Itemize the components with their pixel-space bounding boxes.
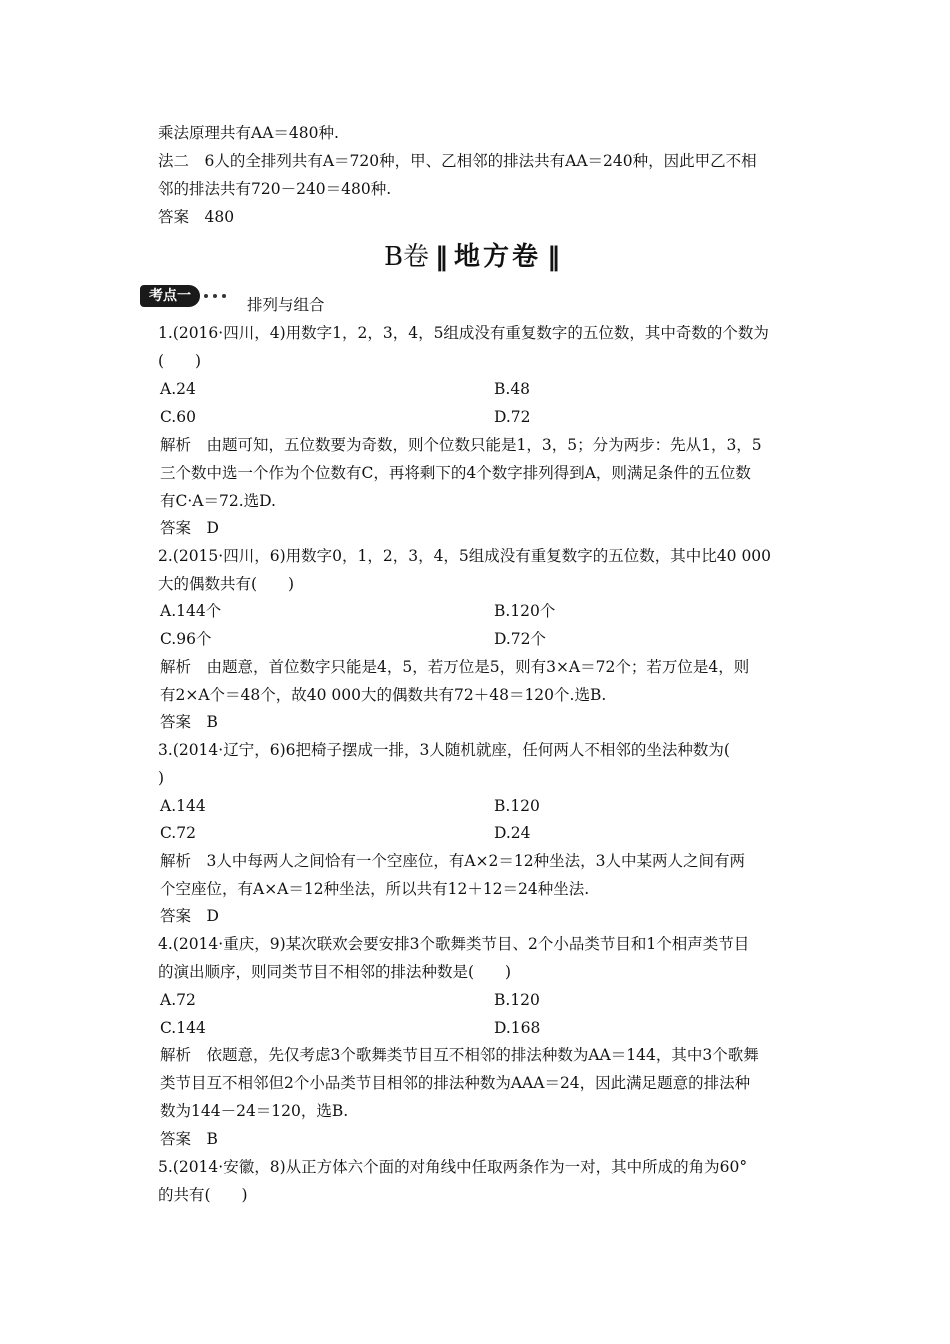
q3-stem-1: 3.(2014·辽宁，6)6把椅子摆成一排，3人随机就座，任何两人不相邻的坐法种数为( — [158, 741, 730, 759]
topic-badge: 考点一 — [140, 285, 200, 307]
q1-stem-1: 1.(2016·四川，4)用数字1，2，3，4，5组成没有重复数字的五位数，其中奇数的个数为 — [158, 324, 769, 342]
q2-stem-1: 2.(2015·四川，6)用数字0，1，2，3，4，5组成没有重复数字的五位数，其中比40 000 — [158, 547, 772, 565]
q4-solution-3: 数为144－24＝120，选B. — [160, 1102, 349, 1120]
q4-solution-2: 类节目互不相邻但2个小品类节目相邻的排法种数为AAA＝24，因此满足题意的排法种 — [160, 1074, 751, 1092]
q2-answer: 答案 B — [160, 713, 218, 731]
q3-solution-1: 解析 3人中每两人之间恰有一个空座位，有A×2＝12种坐法，3人中某两人之间有两 — [160, 852, 745, 870]
q2-option-b: B.120个 — [494, 602, 556, 620]
q2-option-a: A.144个 — [160, 602, 222, 620]
q1-stem-2: ( ) — [158, 352, 202, 370]
q5-stem-2: 的共有( ) — [158, 1186, 248, 1204]
q1-solution-2: 三个数中选一个作为个位数有C，再将剩下的4个数字排列得到A，则满足条件的五位数 — [160, 464, 751, 482]
section-prefix: B卷 — [383, 242, 430, 272]
q2-option-d: D.72个 — [494, 630, 547, 648]
topic-title: 排列与组合 — [247, 296, 325, 314]
section-bar-right: ‖ — [547, 242, 561, 272]
q1-solution-1: 解析 由题可知，五位数要为奇数，则个位数只能是1，3，5；分为两步：先从1，3，5 — [160, 436, 762, 454]
q2-solution-1: 解析 由题意，首位数字只能是4，5，若万位是5，则有3×A＝72个；若万位是4，则 — [160, 658, 750, 676]
q2-option-c: C.96个 — [160, 630, 212, 648]
q3-option-c: C.72 — [160, 824, 196, 842]
intro-answer: 答案 480 — [158, 208, 235, 226]
q4-option-a: A.72 — [160, 991, 196, 1009]
q4-option-b: B.120 — [494, 991, 540, 1009]
q3-option-a: A.144 — [160, 797, 206, 815]
q1-option-c: C.60 — [160, 408, 196, 426]
q2-solution-2: 有2×A个＝48个，故40 000大的偶数共有72＋48＝120个.选B. — [160, 686, 607, 704]
intro-line-1: 乘法原理共有AA＝480种. — [158, 124, 339, 142]
q1-answer: 答案 D — [160, 519, 219, 537]
q1-option-a: A.24 — [160, 380, 196, 398]
q4-option-d: D.168 — [494, 1019, 541, 1037]
q1-option-d: D.72 — [494, 408, 531, 426]
intro-line-2: 法二 6人的全排列共有A＝720种，甲、乙相邻的排法共有AA＝240种，因此甲乙不相 — [158, 152, 757, 170]
q3-answer: 答案 D — [160, 907, 219, 925]
topic-dots-icon — [204, 291, 234, 301]
section-title — [0, 240, 950, 274]
intro-line-3: 邻的排法共有720－240＝480种. — [158, 180, 392, 198]
q4-stem-1: 4.(2014·重庆，9)某次联欢会要安排3个歌舞类节目、2个小品类节目和1个相声类节目 — [158, 935, 750, 953]
q4-solution-1: 解析 依题意，先仅考虑3个歌舞类节目互不相邻的排法种数为AA＝144，其中3个歌舞 — [160, 1046, 759, 1064]
q3-stem-2: ) — [158, 769, 165, 787]
q4-option-c: C.144 — [160, 1019, 206, 1037]
q3-option-b: B.120 — [494, 797, 540, 815]
q2-stem-2: 大的偶数共有( ) — [158, 575, 295, 593]
q3-solution-2: 个空座位，有A×A＝12种坐法，所以共有12＋12＝24种坐法. — [160, 880, 590, 898]
q3-option-d: D.24 — [494, 824, 531, 842]
q1-option-b: B.48 — [494, 380, 531, 398]
section-name: 地方卷 — [454, 242, 542, 272]
section-bar-left: ‖ — [435, 242, 449, 272]
q4-stem-2: 的演出顺序，则同类节目不相邻的排法种数是( ) — [158, 963, 512, 981]
q4-answer: 答案 B — [160, 1130, 218, 1148]
q5-stem-1: 5.(2014·安徽，8)从正方体六个面的对角线中任取两条作为一对，其中所成的角为60° — [158, 1158, 748, 1176]
q1-solution-3: 有C·A＝72.选D. — [160, 492, 276, 510]
